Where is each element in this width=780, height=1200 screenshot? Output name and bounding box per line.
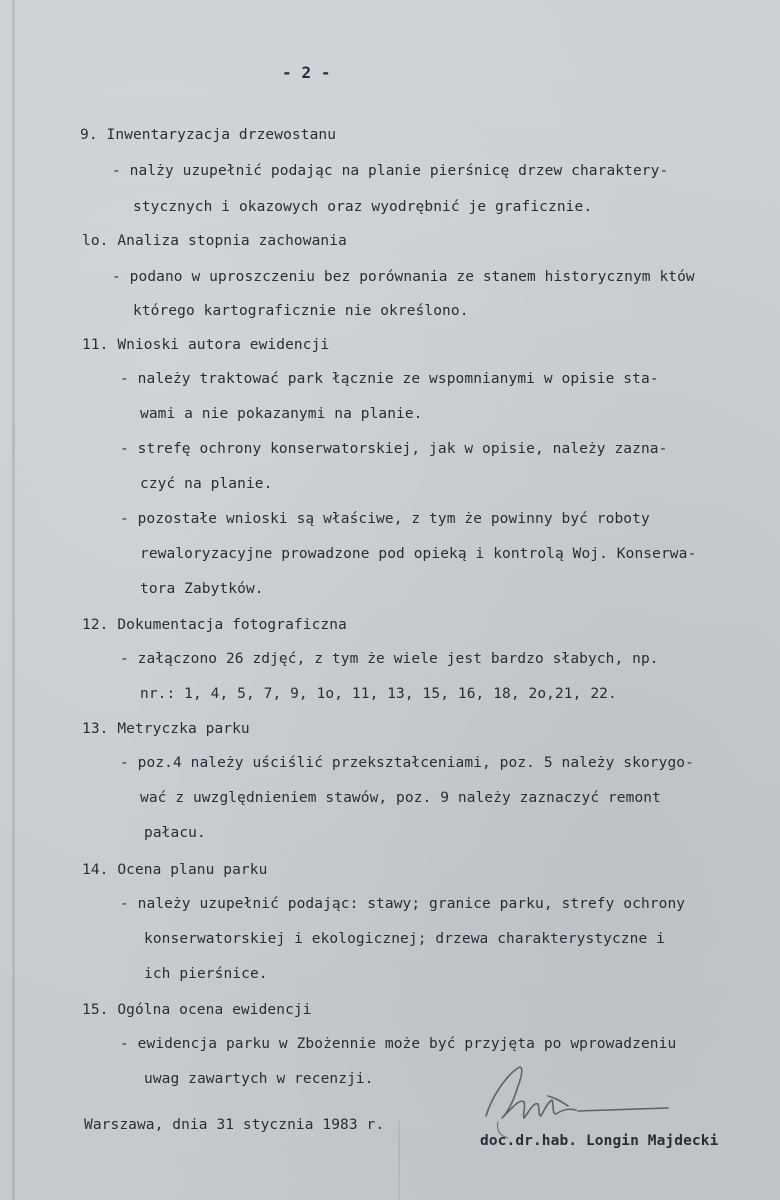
- text-line: którego kartograficznie nie określono.: [133, 303, 469, 319]
- text-line: nr.: 1, 4, 5, 7, 9, 1o, 11, 13, 15, 16, 18, 2o,21, 22.: [140, 686, 617, 702]
- text-line: wami a nie pokazanymi na planie.: [140, 406, 423, 422]
- page-fold-mark: [398, 1120, 400, 1200]
- section-heading-11: 11. Wnioski autora ewidencji: [82, 337, 330, 353]
- text-line: rewaloryzacyjne prowadzone pod opieką i kontrolą Woj. Konserwa-: [140, 546, 697, 562]
- text-line: - należy traktować park łącznie ze wspomnianymi w opisie sta-: [120, 371, 659, 387]
- page-number: - 2 -: [282, 63, 331, 82]
- text-line: - należy uzupełnić podając: stawy; granice parku, strefy ochrony: [120, 896, 686, 912]
- text-line: wać z uwzględnieniem stawów, poz. 9 należy zaznaczyć remont: [140, 790, 661, 806]
- section-heading-9: 9. Inwentaryzacja drzewostanu: [80, 127, 337, 143]
- place-date: Warszawa, dnia 31 stycznia 1983 r.: [84, 1117, 385, 1133]
- text-line: pałacu.: [144, 825, 206, 841]
- text-line: - ewidencja parku w Zbożennie może być przyjęta po wprowadzeniu: [120, 1036, 677, 1052]
- text-line: - strefę ochrony konserwatorskiej, jak w opisie, należy zazna-: [120, 441, 668, 457]
- text-line: - nalży uzupełnić podając na planie pierśnicę drzew charaktery-: [112, 163, 669, 179]
- section-heading-15: 15. Ogólna ocena ewidencji: [82, 1002, 312, 1018]
- signatory-name: doc.dr.hab. Longin Majdecki: [480, 1133, 719, 1149]
- text-line: stycznych i okazowych oraz wyodrębnić je graficznie.: [133, 199, 593, 215]
- text-line: konserwatorskiej i ekologicznej; drzewa charakterystyczne i: [144, 931, 665, 947]
- text-line: tora Zabytków.: [140, 581, 264, 597]
- section-heading-13: 13. Metryczka parku: [82, 721, 250, 737]
- section-heading-10: lo. Analiza stopnia zachowania: [82, 233, 347, 249]
- text-line: - załączono 26 zdjęć, z tym że wiele jest bardzo słabych, np.: [120, 651, 659, 667]
- page-edge-shadow: [12, 0, 15, 1200]
- text-line: ich pierśnice.: [144, 966, 268, 982]
- text-line: - pozostałe wnioski są właściwe, z tym że powinny być roboty: [120, 511, 650, 527]
- text-line: - podano w uproszczeniu bez porównania ze stanem historycznym któw: [112, 269, 695, 285]
- text-line: czyć na planie.: [140, 476, 273, 492]
- section-heading-14: 14. Ocena planu parku: [82, 862, 268, 878]
- section-heading-12: 12. Dokumentacja fotograficzna: [82, 617, 347, 633]
- text-line: uwag zawartych w recenzji.: [144, 1071, 374, 1087]
- text-line: - poz.4 należy uściślić przekształceniami, poz. 5 należy skorygo-: [120, 755, 694, 771]
